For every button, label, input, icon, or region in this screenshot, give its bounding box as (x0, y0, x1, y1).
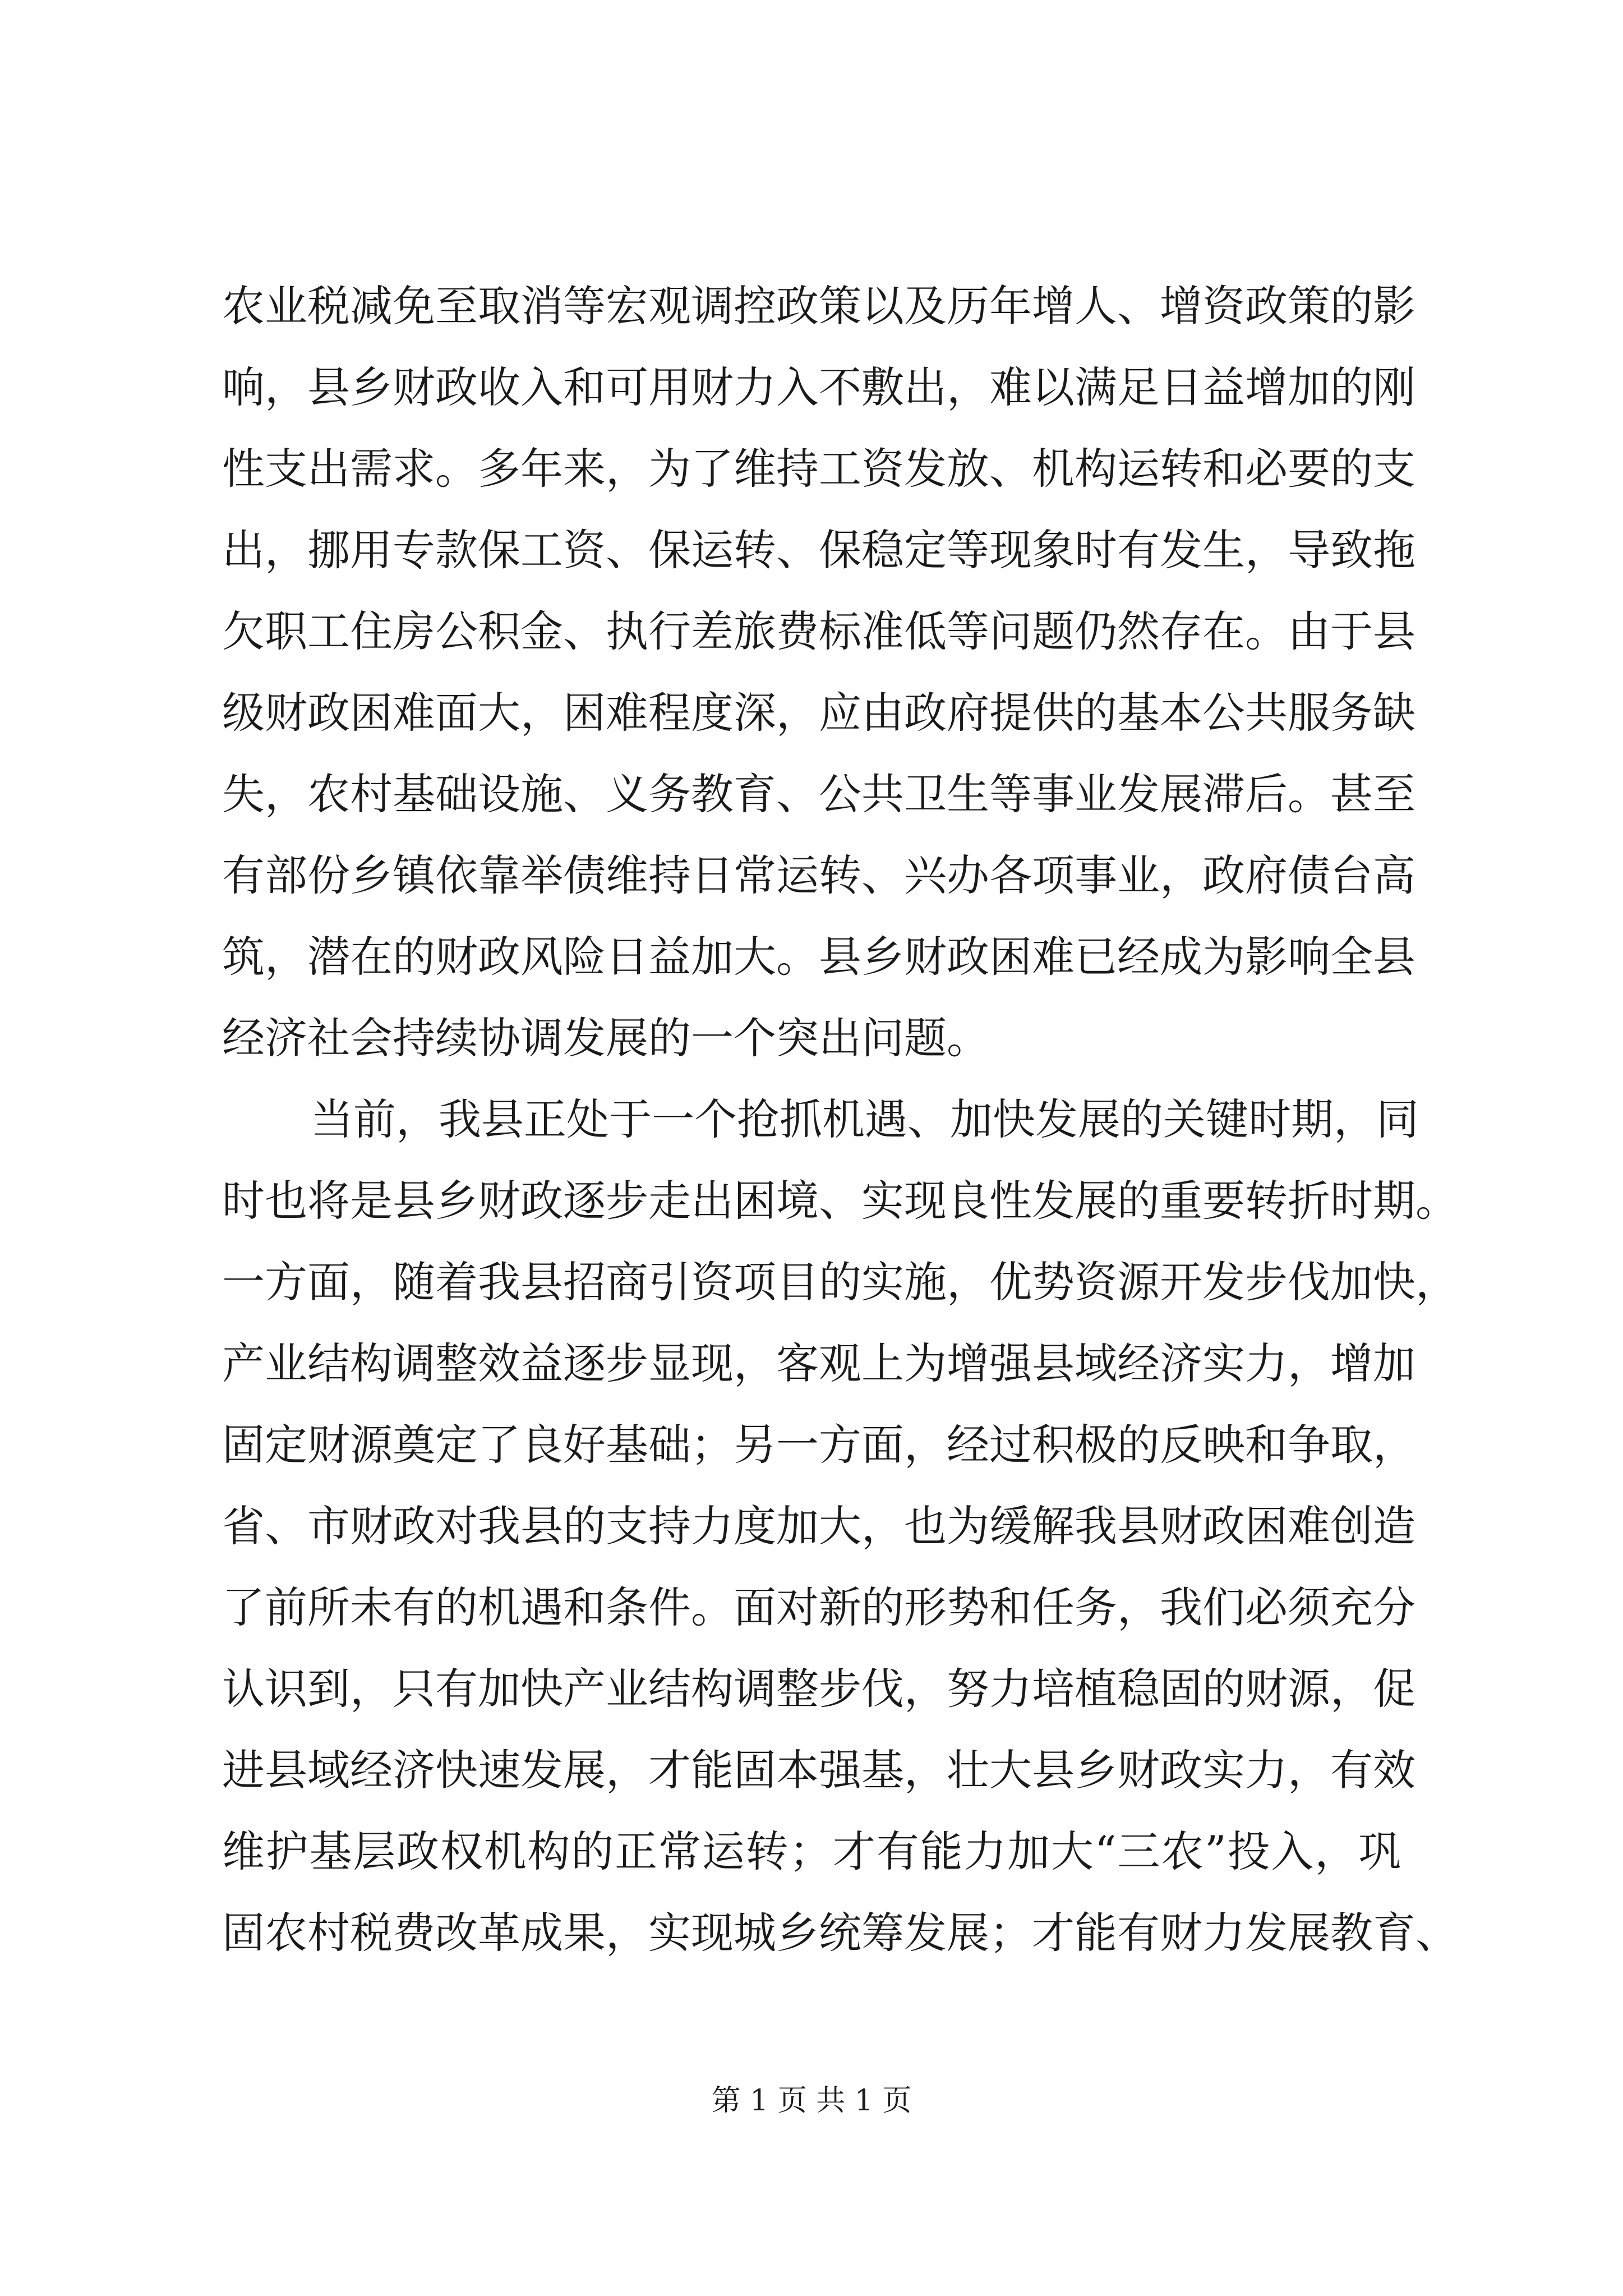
text-line: 时也将是县乡财政逐步走出困境、实现良性发展的重要转折时期。 (222, 1176, 1458, 1226)
text-line: 级财政困难面大，困难程度深，应由政府提供的基本公共服务缺 (222, 688, 1415, 738)
text-line: 性支出需求。多年来，为了维持工资发放、机构运转和必要的支 (222, 444, 1415, 494)
page-number-label: 第 1 页 共 1 页 (711, 2084, 912, 2118)
text-line: 当前，我县正处于一个抢抓机遇、加快发展的关键时期，同 (311, 1094, 1419, 1144)
text-line: 省、市财政对我县的支持力度加大，也为缓解我县财政困难创造 (222, 1501, 1415, 1551)
text-line: 出，挪用专款保工资、保运转、保稳定等现象时有发生，导致拖 (222, 525, 1415, 575)
text-line: 欠职工住房公积金、执行差旅费标准低等问题仍然存在。由于县 (222, 606, 1415, 656)
page-footer (0, 2078, 1623, 2123)
text-line: 产业结构调整效益逐步显现，客观上为增强县域经济实力，增加 (222, 1338, 1415, 1388)
text-line: 一方面，随着我县招商引资项目的实施，优势资源开发步伐加快， (222, 1257, 1458, 1307)
text-line: 固农村税费改革成果，实现城乡统筹发展；才能有财力发展教育、 (222, 1908, 1458, 1958)
text-line: 认识到，只有加快产业结构调整步伐，努力培植稳固的财源，促 (222, 1664, 1415, 1714)
document-body (222, 265, 1458, 1973)
text-line: 经济社会持续协调发展的一个突出问题。 (222, 1013, 989, 1063)
text-line: 固定财源奠定了良好基础；另一方面，经过积极的反映和争取， (222, 1420, 1415, 1470)
text-line: 农业税减免至取消等宏观调控政策以及历年增人、增资政策的影 (222, 281, 1415, 331)
text-line: 维护基层政权机构的正常运转；才有能力加大“三农”投入，巩 (222, 1826, 1401, 1876)
text-line: 了前所未有的机遇和条件。面对新的形势和任务，我们必须充分 (222, 1582, 1415, 1632)
text-line: 筑，潜在的财政风险日益加大。县乡财政困难已经成为影响全县 (222, 932, 1415, 982)
text-line: 失，农村基础设施、义务教育、公共卫生等事业发展滞后。甚至 (222, 769, 1415, 819)
text-line: 有部份乡镇依靠举债维持日常运转、兴办各项事业，政府债台高 (222, 850, 1415, 900)
text-line: 响，县乡财政收入和可用财力入不敷出，难以满足日益增加的刚 (222, 362, 1415, 412)
text-line: 进县域经济快速发展，才能固本强基，壮大县乡财政实力，有效 (222, 1745, 1415, 1795)
